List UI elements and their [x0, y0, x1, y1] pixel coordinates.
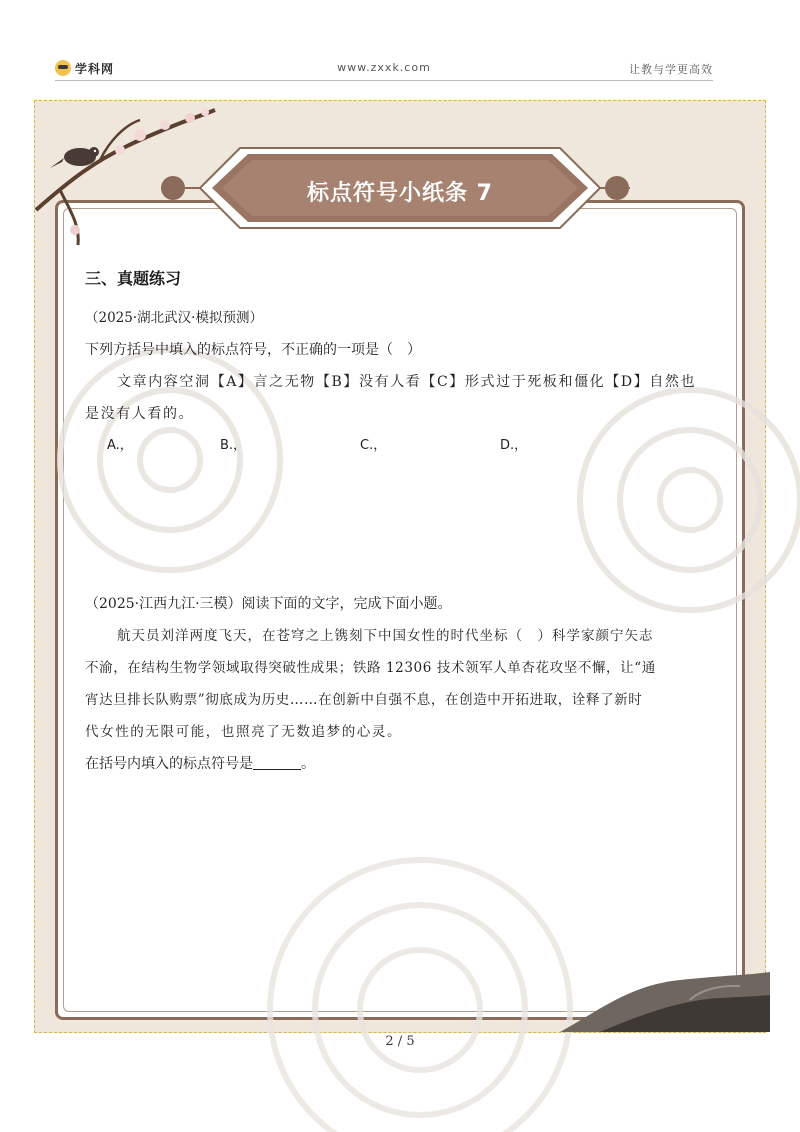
rock-decoration-icon — [560, 972, 770, 1032]
option-b[interactable]: B.， — [220, 438, 247, 453]
page-title: 标点符号小纸条 7 — [307, 181, 493, 206]
q1-stem: 下列方括号中填入的标点符号，不正确的一项是（ ） — [85, 342, 421, 358]
q2-passage-line-1: 航天员刘洋两度飞天，在苍穹之上镌刻下中国女性的时代坐标（ ）科学家颜宁矢志 — [117, 628, 654, 644]
header-slogan: 让教与学更高效 — [629, 63, 713, 76]
q1-passage-line-2: 是没有人看的。 — [85, 406, 195, 422]
answer-blank[interactable] — [253, 755, 301, 770]
option-d[interactable]: D.， — [500, 438, 528, 453]
q2-passage-line-4: 代女性的无限可能，也照亮了无数追梦的心灵。 — [85, 724, 403, 740]
q2-prompt — [85, 752, 725, 776]
q2-prompt-end: 。 — [301, 756, 315, 772]
q2-passage-line-2: 不渝，在结构生物学领域取得突破性成果；铁路 12306 技术领军人单杏花攻坚不懈，让“通 — [85, 660, 656, 676]
q2-passage-line-3: 宵达旦排长队购票”彻底成为历史……在创新中自强不息，在创造中开拓进取，诠释了新时 — [85, 692, 643, 708]
option-c[interactable]: C.， — [360, 438, 387, 453]
section-title: 三、真题练习 — [85, 269, 182, 288]
logo-text: 学科网 — [75, 61, 115, 76]
q1-options — [107, 434, 627, 458]
site-url: www.zxxk.com — [337, 61, 431, 74]
q2-prompt-text: 在括号内填入的标点符号是 — [85, 756, 253, 772]
q1-passage-line-1: 文章内容空洞【A】言之无物【B】没有人看【C】形式过于死板和僵化【D】自然也 — [117, 374, 697, 390]
plum-branch-icon — [36, 108, 215, 245]
option-a[interactable]: A.， — [107, 438, 133, 453]
page-number: 2 / 5 — [385, 1034, 415, 1049]
q1-source: （2025·湖北武汉·模拟预测） — [85, 310, 263, 326]
q2-source: （2025·江西九江·三模）阅读下面的文字，完成下面小题。 — [85, 596, 452, 612]
ornament-pattern-bottom — [270, 860, 570, 1132]
